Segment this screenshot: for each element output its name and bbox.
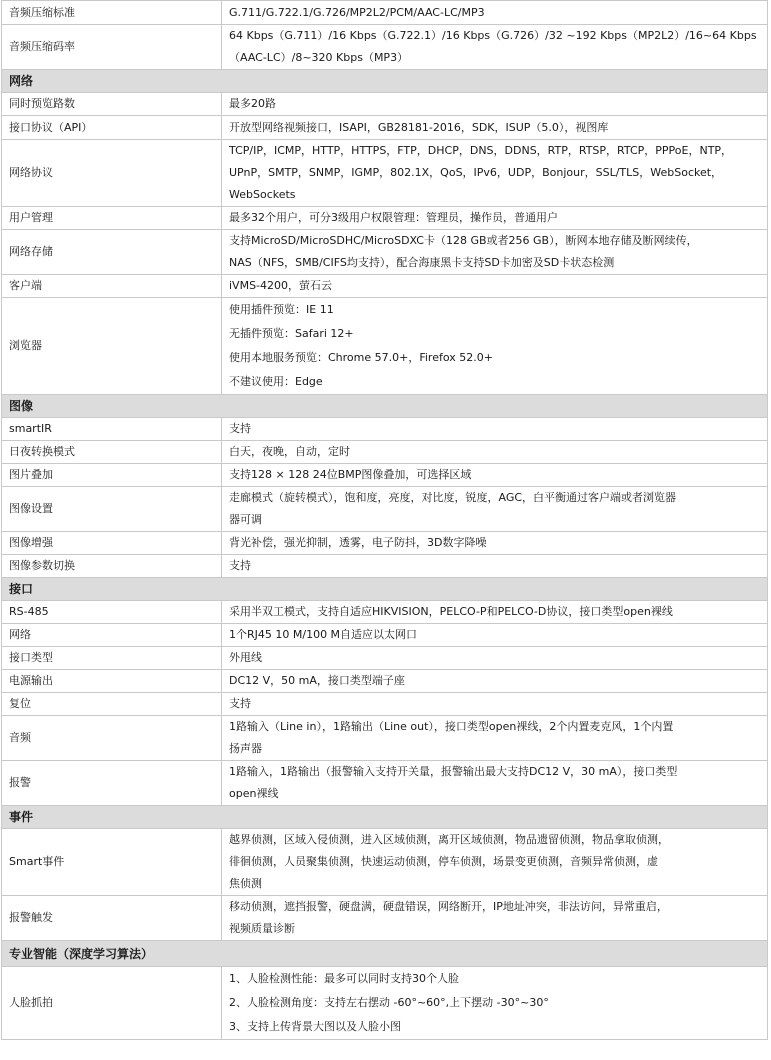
spec-row bbox=[2, 487, 768, 532]
spec-label: 接口类型 bbox=[2, 647, 222, 670]
spec-label: 报警 bbox=[2, 761, 222, 806]
spec-label: 音频压缩标准 bbox=[2, 1, 222, 25]
spec-label: 图像参数切换 bbox=[2, 555, 222, 578]
spec-row bbox=[2, 464, 768, 487]
spec-row bbox=[2, 761, 768, 806]
spec-label: 网络协议 bbox=[2, 140, 222, 207]
spec-label: 报警触发 bbox=[2, 896, 222, 941]
spec-row bbox=[2, 418, 768, 441]
spec-value bbox=[222, 441, 768, 464]
spec-value-line: 扬声器 bbox=[229, 742, 262, 755]
spec-row bbox=[2, 93, 768, 116]
spec-label: RS-485 bbox=[2, 601, 222, 624]
spec-value-line: 3、支持上传背景大图以及人脸小图 bbox=[229, 1020, 401, 1033]
spec-row bbox=[2, 624, 768, 647]
spec-value-line: 外甩线 bbox=[229, 651, 262, 664]
spec-value-line: 支持 bbox=[229, 697, 251, 710]
spec-label: 浏览器 bbox=[2, 298, 222, 395]
spec-value bbox=[222, 464, 768, 487]
spec-row bbox=[2, 25, 768, 70]
spec-row bbox=[2, 601, 768, 624]
spec-value-line: 支持 bbox=[229, 559, 251, 572]
section-title: 接口 bbox=[2, 578, 768, 601]
spec-label: 网络存储 bbox=[2, 230, 222, 275]
spec-value bbox=[222, 487, 768, 532]
spec-value-line: 1个RJ45 10 M/100 M自适应以太网口 bbox=[229, 628, 418, 641]
spec-row bbox=[2, 829, 768, 896]
spec-label: 日夜转换模式 bbox=[2, 441, 222, 464]
spec-value bbox=[222, 693, 768, 716]
spec-label: 复位 bbox=[2, 693, 222, 716]
section-title: 图像 bbox=[2, 395, 768, 418]
spec-value-line: 1、人脸检测性能：最多可以同时支持30个人脸 bbox=[229, 972, 459, 985]
spec-label: 电源输出 bbox=[2, 670, 222, 693]
spec-value bbox=[222, 116, 768, 140]
spec-value bbox=[222, 896, 768, 941]
spec-value bbox=[222, 230, 768, 275]
spec-value-line: UPnP，SMTP，SNMP，IGMP，802.1X，QoS，IPv6，UDP，Bonjour，SSL/TLS，WebSocket， bbox=[229, 166, 723, 179]
section-header-row bbox=[2, 578, 768, 601]
spec-label: 接口协议（API） bbox=[2, 116, 222, 140]
spec-value bbox=[222, 761, 768, 806]
spec-value bbox=[222, 275, 768, 298]
spec-label: Smart事件 bbox=[2, 829, 222, 896]
spec-label: 网络 bbox=[2, 624, 222, 647]
spec-label: 人脸抓拍 bbox=[2, 967, 222, 1040]
section-header-row bbox=[2, 941, 768, 967]
spec-row bbox=[2, 555, 768, 578]
spec-label: 图像增强 bbox=[2, 532, 222, 555]
spec-value-line: 开放型网络视频接口，ISAPI，GB28181-2016，SDK，ISUP（5.0），视图库 bbox=[229, 120, 609, 134]
spec-value bbox=[222, 601, 768, 624]
spec-row bbox=[2, 693, 768, 716]
section-title: 网络 bbox=[2, 70, 768, 93]
spec-value bbox=[222, 967, 768, 1040]
spec-value bbox=[222, 532, 768, 555]
spec-label: 客户端 bbox=[2, 275, 222, 298]
spec-value-line: 背光补偿，强光抑制，透雾，电子防抖，3D数字降噪 bbox=[229, 536, 487, 549]
spec-value-line: 使用本地服务预览：Chrome 57.0+，Firefox 52.0+ bbox=[229, 351, 493, 364]
spec-value-line: 最多20路 bbox=[229, 97, 276, 110]
spec-value-line: 白天，夜晚，自动，定时 bbox=[229, 445, 350, 458]
section-header-row bbox=[2, 395, 768, 418]
spec-value-line: 64 Kbps（G.711）/16 Kbps（G.722.1）/16 Kbps（G.726）/32 ~192 Kbps（MP2L2）/16~64 Kbps bbox=[229, 29, 757, 42]
spec-row bbox=[2, 670, 768, 693]
spec-value bbox=[222, 670, 768, 693]
section-title: 专业智能（深度学习算法） bbox=[2, 941, 768, 967]
spec-value bbox=[222, 140, 768, 207]
spec-label: 图片叠加 bbox=[2, 464, 222, 487]
spec-table bbox=[1, 0, 768, 1040]
spec-value-line: 徘徊侦测，人员聚集侦测，快速运动侦测，停车侦测，场景变更侦测，音频异常侦测，虚 bbox=[229, 855, 658, 868]
spec-value bbox=[222, 25, 768, 70]
spec-value-line: 支持MicroSD/MicroSDHC/MicroSDXC卡（128 GB或者256 GB），断网本地存储及断网续传， bbox=[229, 234, 698, 247]
section-title: 事件 bbox=[2, 806, 768, 829]
spec-value-line: 移动侦测，遮挡报警，硬盘满，硬盘错误，网络断开，IP地址冲突，非法访问，异常重启， bbox=[229, 900, 668, 913]
spec-value-line: 2、人脸检测角度：支持左右摆动 -60°~60°,上下摆动 -30°~30° bbox=[229, 996, 549, 1009]
section-header-row bbox=[2, 806, 768, 829]
spec-value bbox=[222, 418, 768, 441]
spec-row bbox=[2, 716, 768, 761]
spec-value-line: 走廊模式（旋转模式），饱和度，亮度，对比度，锐度，AGC，白平衡通过客户端或者浏览器 bbox=[229, 491, 677, 504]
spec-value bbox=[222, 716, 768, 761]
spec-value bbox=[222, 207, 768, 230]
spec-table-body bbox=[2, 1, 768, 1040]
spec-value-line: WebSockets bbox=[229, 188, 296, 201]
spec-value bbox=[222, 829, 768, 896]
spec-value bbox=[222, 298, 768, 395]
spec-row bbox=[2, 896, 768, 941]
spec-label: 同时预览路数 bbox=[2, 93, 222, 116]
spec-value-line: 支持 bbox=[229, 422, 251, 435]
spec-value bbox=[222, 1, 768, 25]
spec-row bbox=[2, 1, 768, 25]
spec-value-line: 1路输入，1路输出（报警输入支持开关量，报警输出最大支持DC12 V，30 mA），接口类型 bbox=[229, 765, 678, 778]
spec-value-line: 最多32个用户，可分3级用户权限管理：管理员，操作员，普通用户 bbox=[229, 211, 558, 224]
spec-row bbox=[2, 230, 768, 275]
spec-value-line: iVMS-4200，萤石云 bbox=[229, 279, 333, 292]
spec-value bbox=[222, 647, 768, 670]
spec-value-line: TCP/IP，ICMP，HTTP，HTTPS，FTP，DHCP，DNS，DDNS，RTP，RTSP，RTCP，PPPoE，NTP， bbox=[229, 144, 733, 157]
spec-row bbox=[2, 298, 768, 395]
spec-row bbox=[2, 140, 768, 207]
spec-label: 音频 bbox=[2, 716, 222, 761]
spec-value-line: 无插件预览：Safari 12+ bbox=[229, 327, 354, 340]
spec-row bbox=[2, 967, 768, 1040]
spec-value-line: 越界侦测，区域入侵侦测，进入区域侦测，离开区域侦测，物品遗留侦测，物品拿取侦测， bbox=[229, 833, 669, 846]
spec-value-line: DC12 V，50 mA，接口类型端子座 bbox=[229, 674, 405, 687]
spec-value-line: 1路输入（Line in），1路输出（Line out），接口类型open裸线，2个内置麦克风，1个内置 bbox=[229, 720, 674, 733]
spec-row bbox=[2, 441, 768, 464]
spec-row bbox=[2, 532, 768, 555]
spec-value bbox=[222, 624, 768, 647]
spec-value-line: 视频质量诊断 bbox=[229, 922, 295, 935]
spec-row bbox=[2, 116, 768, 140]
spec-value-line: 焦侦测 bbox=[229, 877, 262, 890]
spec-row bbox=[2, 207, 768, 230]
spec-value-line: open裸线 bbox=[229, 787, 279, 800]
spec-value bbox=[222, 555, 768, 578]
spec-value-line: （AAC-LC）/8~320 Kbps（MP3） bbox=[229, 51, 409, 64]
spec-value-line: 不建议使用：Edge bbox=[229, 375, 323, 388]
spec-value bbox=[222, 93, 768, 116]
spec-value-line: NAS（NFS，SMB/CIFS均支持），配合海康黑卡支持SD卡加密及SD卡状态检测 bbox=[229, 256, 615, 269]
spec-label: 音频压缩码率 bbox=[2, 25, 222, 70]
spec-value-line: 支持128 × 128 24位BMP图像叠加，可选择区域 bbox=[229, 468, 472, 481]
spec-value-line: 器可调 bbox=[229, 513, 262, 526]
section-header-row bbox=[2, 70, 768, 93]
spec-value-line: 采用半双工模式，支持自适应HIKVISION，PELCO-P和PELCO-D协议，接口类型open裸线 bbox=[229, 605, 673, 618]
spec-label: 用户管理 bbox=[2, 207, 222, 230]
spec-label: 图像设置 bbox=[2, 487, 222, 532]
spec-value-line: G.711/G.722.1/G.726/MP2L2/PCM/AAC-LC/MP3 bbox=[229, 5, 485, 19]
spec-row bbox=[2, 275, 768, 298]
spec-label: smartIR bbox=[2, 418, 222, 441]
spec-value-line: 使用插件预览：IE 11 bbox=[229, 303, 334, 316]
spec-row bbox=[2, 647, 768, 670]
